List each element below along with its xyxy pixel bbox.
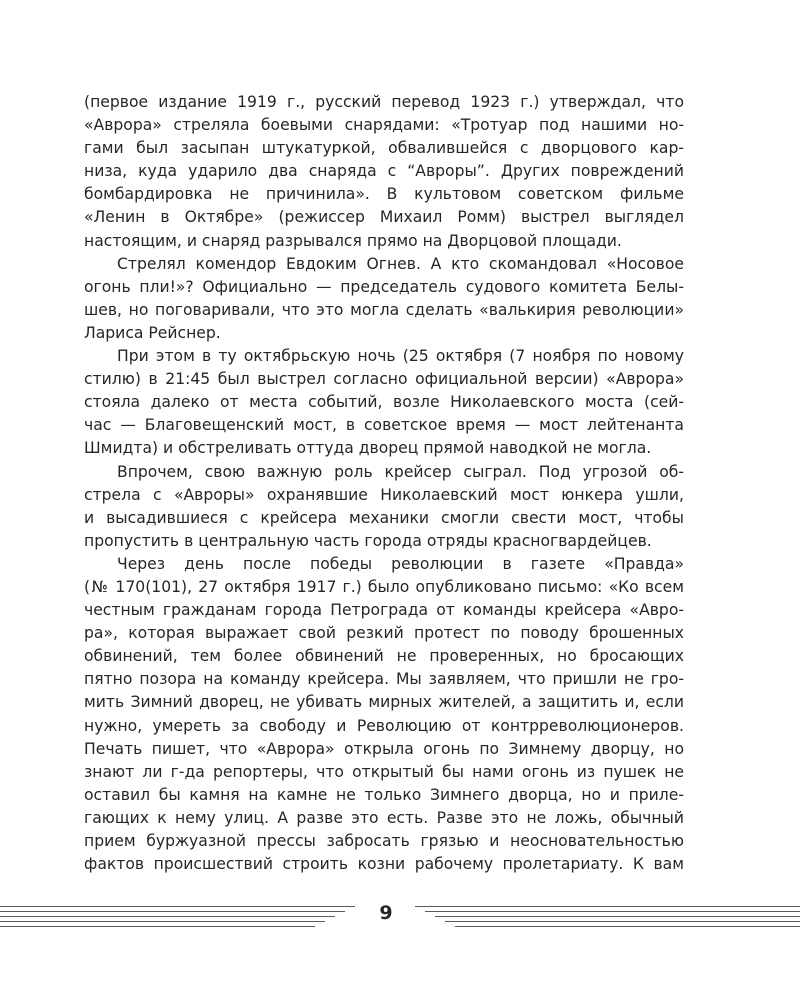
text-line: пятно позора на команду крейсера. Мы заявляем, что пришли не гро- — [84, 670, 684, 689]
page-footer — [0, 900, 800, 940]
text-line: стилю) в 21:45 был выстрел согласно официальной версии) «Аврора» — [84, 370, 684, 389]
text-line: нужно, умереть за свободу и Революцию от контрреволюционеров. — [84, 716, 684, 735]
page-number: 9 — [379, 902, 393, 924]
text-line: мить Зимний дворец, не убивать мирных жителей, а защитить и, если — [84, 693, 684, 712]
footer-rule — [415, 906, 800, 907]
footer-rule — [0, 916, 335, 917]
text-line: (первое издание 1919 г., русский перевод 1923 г.) утверждал, что — [84, 93, 684, 111]
text-line: стрела с «Авроры» охранявшие Николаевский мост юнкера ушли, — [84, 485, 684, 504]
text-line: Через день после победы революции в газете «Правда» — [117, 554, 684, 573]
text-line: Впрочем, свою важную роль крейсер сыграл. Под угрозой об- — [117, 462, 684, 481]
footer-rule — [445, 921, 800, 922]
footer-rule — [0, 921, 325, 922]
text-line: и высадившиеся с крейсера механики смогли свести мост, чтобы — [84, 508, 684, 527]
footer-rule — [0, 911, 345, 912]
text-line: ра», которая выражает свой резкий протест по поводу брошенных — [84, 624, 684, 643]
text-line: гами был засыпан штукатуркой, обвалившейся с дворцового кар- — [84, 139, 684, 158]
text-line: «Аврора» стреляла боевыми снарядами: «Тротуар под нашими но- — [84, 116, 684, 135]
text-line: стояла далеко от места событий, возле Николаевского моста (сей- — [84, 393, 684, 412]
text-line: пропустить в центральную часть города отряды красногвардейцев. — [84, 531, 652, 550]
text-line: фактов происшествий строить козни рабочему пролетариату. К вам — [84, 855, 684, 874]
text-line: гающих к нему улиц. А разве это есть. Разве это не ложь, обычный — [84, 808, 684, 827]
footer-rule — [0, 906, 355, 907]
text-line: честным гражданам города Петрограда от команды крейсера «Авро- — [84, 601, 684, 620]
text-line: (№ 170(101), 27 октября 1917 г.) было опубликовано письмо: «Ко всем — [84, 577, 684, 596]
body-text — [84, 91, 684, 876]
footer-rule — [0, 926, 315, 927]
text-line: прием буржуазной прессы забросать грязью и неосновательностью — [84, 832, 684, 850]
text-line: Стрелял комендор Евдоким Огнев. А кто скомандовал «Носовое — [117, 254, 684, 273]
text-line: бомбардировка не причинила». В культовом советском фильме — [84, 185, 684, 204]
text-line: шев, но поговаривали, что это могла сделать «валькирия революции» — [84, 300, 684, 319]
text-line: час — Благовещенский мост, в советское время — мост лейтенанта — [84, 416, 684, 435]
text-line: знают ли г-да репортеры, что открытый бы нами огонь из пушек не — [84, 762, 684, 781]
text-line: огонь пли!»? Официально — председатель судового комитета Белы- — [84, 277, 684, 296]
text-line: низа, куда ударило два снаряда с “Авроры”. Других повреждений — [84, 162, 684, 181]
text-line: Печать пишет, что «Аврора» открыла огонь по Зимнему дворцу, но — [84, 739, 684, 758]
footer-rule — [455, 926, 800, 927]
text-line: Шмидта) и обстреливать оттуда дворец прямой наводкой не могла. — [84, 439, 652, 458]
text-line: «Ленин в Октябре» (режиссер Михаил Ромм) выстрел выглядел — [84, 208, 684, 227]
footer-rule — [435, 916, 800, 917]
text-line: Лариса Рейснер. — [84, 323, 221, 342]
footer-rule — [425, 911, 800, 912]
text-line: При этом в ту октябрьскую ночь (25 октября (7 ноября по новому — [117, 347, 684, 366]
text-line: обвинений, тем более обвинений не проверенных, но бросающих — [84, 647, 684, 666]
text-line: настоящим, и снаряд разрывался прямо на Дворцовой площади. — [84, 231, 622, 250]
text-line: оставил бы камня на камне не только Зимнего дворца, но и приле- — [84, 785, 684, 804]
